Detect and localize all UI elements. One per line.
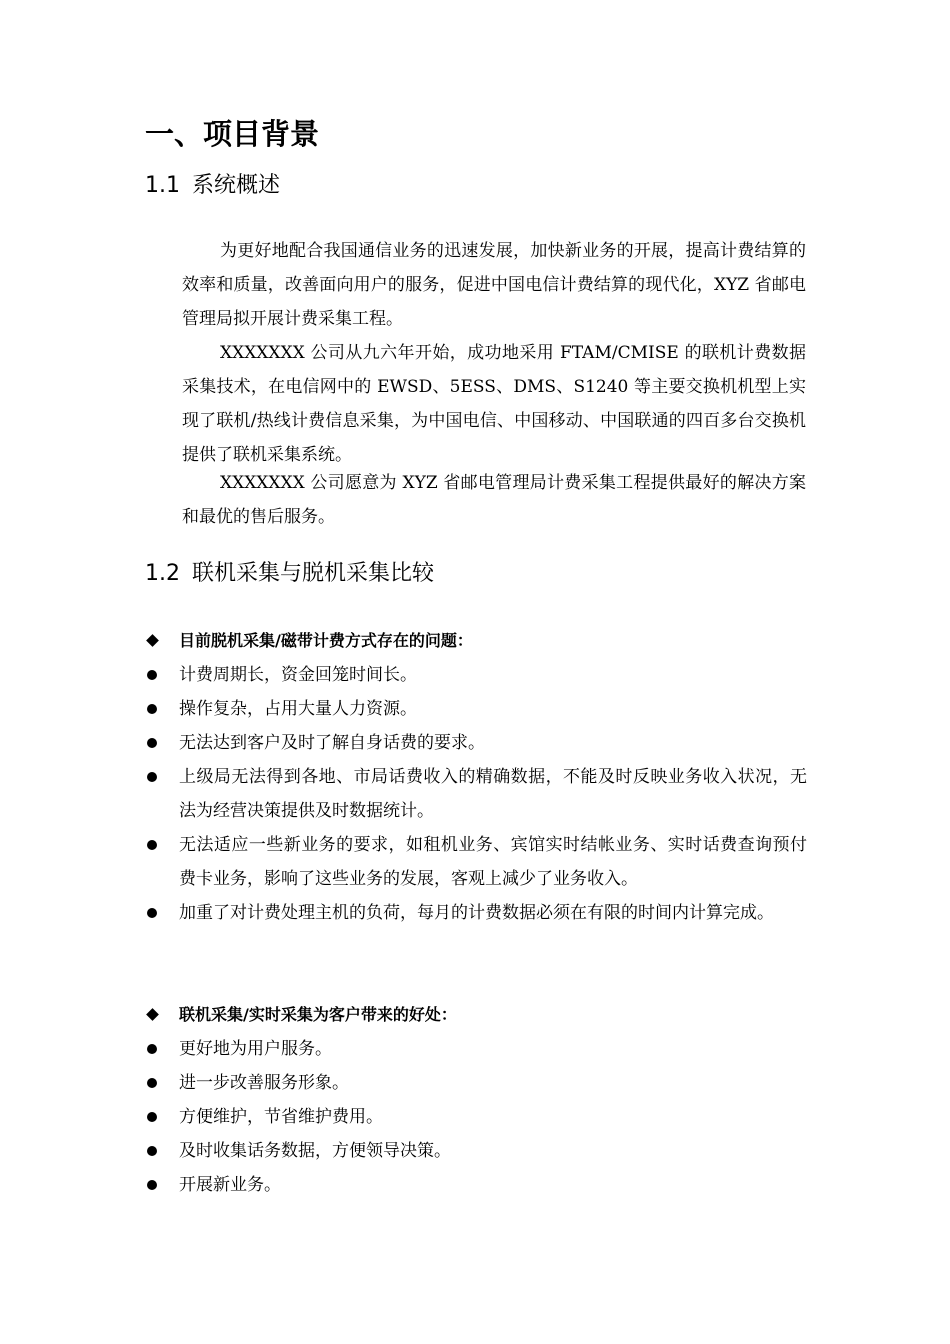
list-heading-text: 目前脱机采集/磁带计费方式存在的问题：: [179, 631, 473, 650]
bullet-icon: [147, 704, 157, 714]
subsection-title: 联机采集与脱机采集比较: [192, 561, 435, 586]
list-item: [145, 692, 807, 726]
list-item-text: 更好地为用户服务。: [179, 1039, 332, 1059]
list-item: [145, 1168, 807, 1202]
list-item-text: 无法适应一些新业务的要求，如租机业务、宾馆实时结帐业务、实时话费查询预付费卡业务，影响了这些业务的发展，客观上减少了业务收入。: [179, 835, 807, 889]
list-item-text: 操作复杂，占用大量人力资源。: [179, 699, 417, 719]
section-title: 一、项目背景: [145, 117, 320, 151]
subsection-number: 1.2: [145, 561, 180, 586]
list-item-text: 计费周期长，资金回笼时间长。: [179, 665, 417, 685]
list-item: [145, 658, 807, 692]
list-heading: [145, 998, 807, 1032]
list-item-text: 及时收集话务数据，方便领导决策。: [179, 1141, 451, 1161]
list-item-text: 进一步改善服务形象。: [179, 1073, 349, 1093]
list-item: [145, 1100, 807, 1134]
list-item: [145, 760, 807, 828]
bullet-icon: [147, 772, 157, 782]
bullet-icon: [147, 908, 157, 918]
list-heading: [145, 624, 807, 658]
bullet-icon: [147, 1044, 157, 1054]
problems-list: [145, 624, 807, 930]
benefits-list: [145, 998, 807, 1202]
bullet-icon: [147, 1112, 157, 1122]
diamond-bullet-icon: [146, 634, 159, 647]
bullet-icon: [147, 1146, 157, 1156]
list-item-text: 加重了对计费处理主机的负荷，每月的计费数据必须在有限的时间内计算完成。: [179, 903, 774, 923]
list-item: [145, 1032, 807, 1066]
list-item-text: 方便维护，节省维护费用。: [179, 1107, 383, 1127]
list-item: [145, 726, 807, 760]
list-item: [145, 896, 807, 930]
bullet-icon: [147, 670, 157, 680]
bullet-icon: [147, 1078, 157, 1088]
list-item-text: 上级局无法得到各地、市局话费收入的精确数据，不能及时反映业务收入状况，无法为经营决策提供及时数据统计。: [179, 767, 807, 821]
subsection-number: 1.1: [145, 173, 180, 198]
bullet-icon: [147, 840, 157, 850]
paragraph: XXXXXXX 公司从九六年开始，成功地采用 FTAM/CMISE 的联机计费数据采集技术，在电信网中的 EWSD、5ESS、DMS、S1240 等主要交换机机型上实现了联机/热线计费信息采集，为中国电信、中国移动、中国联通的四百多台交换机提供了联机采集系统。: [182, 343, 806, 465]
paragraph: XXXXXXX 公司愿意为 XYZ 省邮电管理局计费采集工程提供最好的解决方案和最优的售后服务。: [182, 473, 806, 527]
bullet-icon: [147, 738, 157, 748]
list-item: [145, 828, 807, 896]
list-item-text: 开展新业务。: [179, 1175, 281, 1195]
subsection-heading-1-2: [145, 558, 434, 590]
subsection-title: 系统概述: [192, 173, 281, 198]
diamond-bullet-icon: [146, 1008, 159, 1021]
paragraph: 为更好地配合我国通信业务的迅速发展，加快新业务的开展，提高计费结算的效率和质量，改善面向用户的服务，促进中国电信计费结算的现代化，XYZ 省邮电管理局拟开展计费采集工程。: [182, 241, 806, 329]
subsection-heading-1-1: [145, 170, 280, 202]
bullet-icon: [147, 1180, 157, 1190]
list-heading-text: 联机采集/实时采集为客户带来的好处：: [179, 1005, 457, 1024]
list-item: [145, 1066, 807, 1100]
list-item-text: 无法达到客户及时了解自身话费的要求。: [179, 733, 485, 753]
list-item: [145, 1134, 807, 1168]
